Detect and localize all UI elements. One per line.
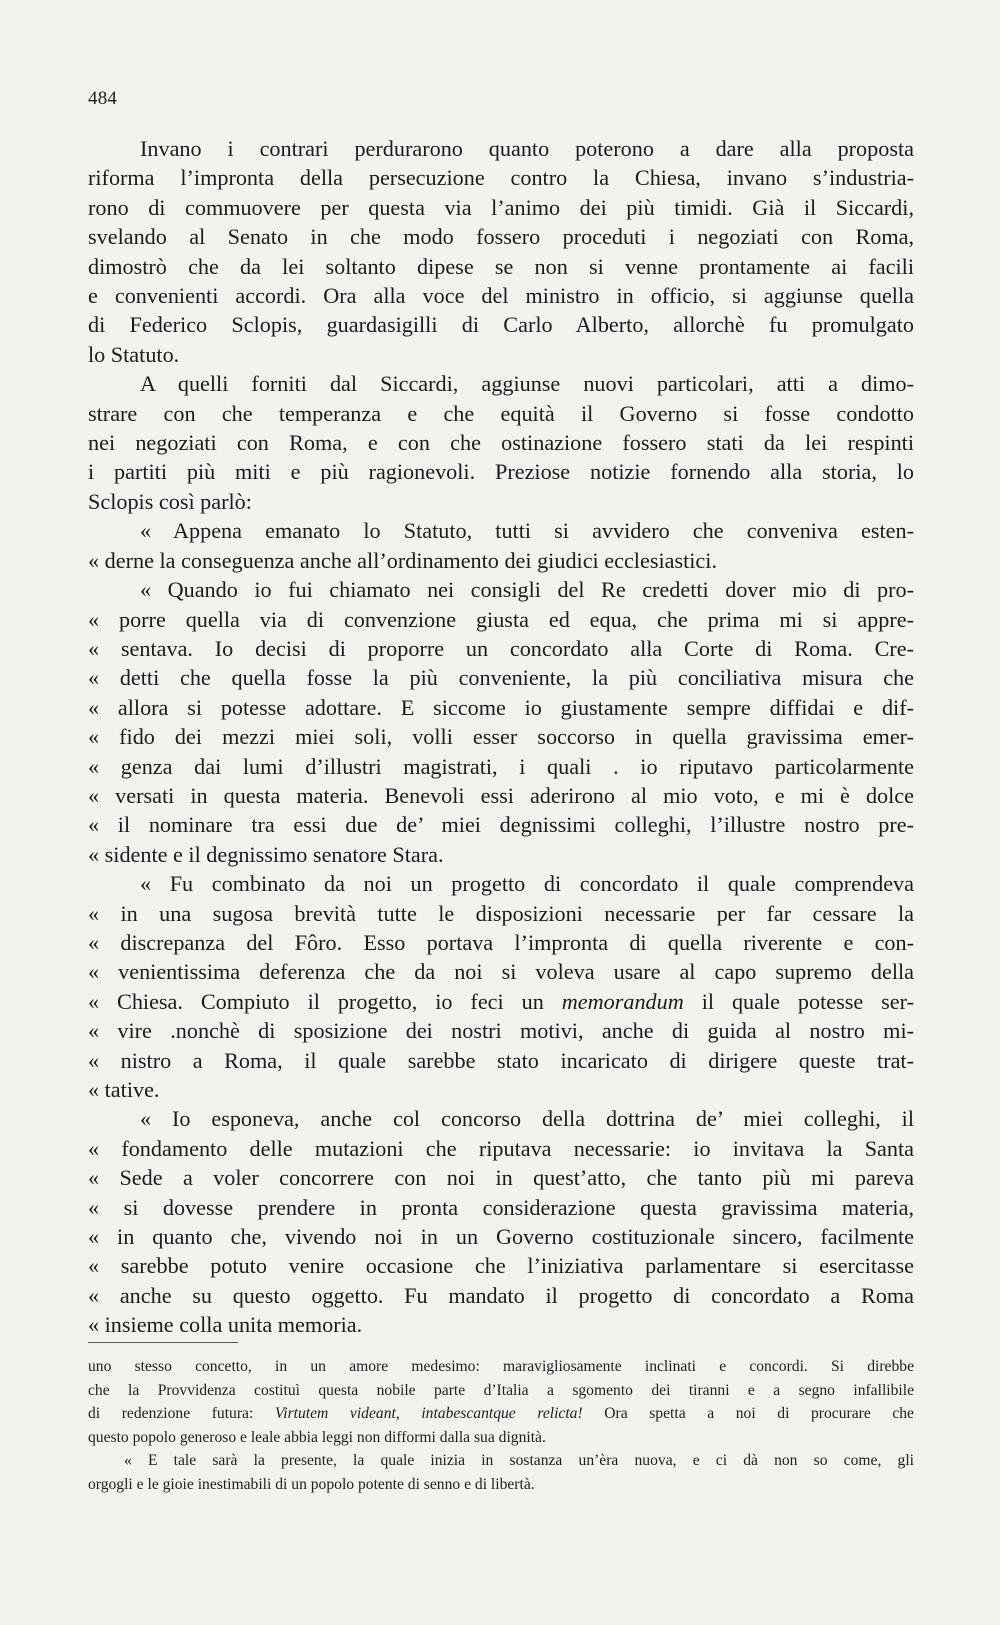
text-line: strare con che temperanza e che equità il Governo si fosse condotto [88, 400, 914, 426]
text-line: « insieme colla unita memoria. [88, 1312, 363, 1338]
text-line: riforma l’impronta della persecuzione contro la Chiesa, invano s’industria- [88, 165, 914, 191]
footnote-line: questo popolo generoso e leale abbia leggi non difformi dalla sua dignità. [88, 1428, 546, 1446]
text-line: « in quanto che, vivendo noi in un Governo costituzionale sincero, facilmente [88, 1224, 914, 1250]
text-line: nei negoziati con Roma, e con che ostinazione fossero stati da lei respinti [88, 430, 914, 456]
text-line: « in una sugosa brevità tutte le disposizioni necessarie per far cessare la [88, 900, 914, 926]
text-line: « il nominare tra essi due de’ miei degnissimi colleghi, l’illustre nostro pre- [88, 812, 914, 838]
page-number: 484 [88, 88, 118, 109]
italic-phrase: Virtutem videant, intabescantque relicta! [274, 1405, 583, 1423]
text-line: lo Statuto. [88, 341, 180, 367]
text-line: « porre quella via di convenzione giusta ed equa, che prima mi si appre- [88, 606, 914, 632]
text-line: « detti che quella fosse la più conveniente, la più conciliativa misura che [88, 665, 914, 691]
italic-phrase: memorandum [561, 988, 684, 1014]
text-line: Invano i contrari perdurarono quanto poterono a dare alla proposta [140, 136, 914, 161]
footnote-line: di redenzione futura: Virtutem videant, intabescantque relicta! Ora spetta a noi di procurare che [88, 1405, 914, 1423]
text-line: « Fu combinato da noi un progetto di concordato il quale comprendeva [140, 871, 914, 897]
text-line: svelando al Senato in che modo fossero proceduti i negoziati con Roma, [88, 224, 914, 250]
text-line: « Appena emanato lo Statuto, tutti si avvidero che conveniva esten- [140, 518, 914, 544]
footnote-separator [88, 1342, 238, 1343]
text-line: « si dovesse prendere in pronta considerazione questa gravissima materia, [88, 1194, 914, 1220]
text-line: « nistro a Roma, il quale sarebbe stato incaricato di dirigere queste trat- [88, 1047, 914, 1073]
text-line: « Chiesa. Compiuto il progetto, io feci un memorandum il quale potesse ser- [88, 988, 914, 1014]
text-line: « fido dei mezzi miei soli, volli esser soccorso in quella gravissima emer- [88, 724, 914, 750]
text-line: rono di commuovere per questa via l’animo dei più timidi. Già il Siccardi, [88, 194, 914, 220]
text-line: e convenienti accordi. Ora alla voce del ministro in officio, si aggiunse quella [88, 283, 914, 309]
main-text-block [88, 134, 914, 1340]
text-line: « anche su questo oggetto. Fu mandato il progetto di concordato a Roma [88, 1282, 914, 1308]
text-line: « sidente e il degnissimo senatore Stara. [88, 841, 444, 867]
text-line: dimostrò che da lei soltanto dipese se non si venne prontamente ai facili [88, 253, 914, 279]
text-line: di Federico Sclopis, guardasigilli di Carlo Alberto, allorchè fu promulgato [88, 312, 914, 338]
text-line: i partiti più miti e più ragionevoli. Preziose notizie fornendo alla storia, lo [88, 459, 914, 485]
text-line: Sclopis così parlò: [88, 488, 252, 514]
text-line: « discrepanza del Fôro. Esso portava l’impronta di quella riverente e con- [88, 929, 914, 955]
text-line: « Quando io fui chiamato nei consigli del Re credetti dover mio di pro- [140, 577, 914, 603]
footnote-line: che la Provvidenza costituì questa nobile parte d’Italia a sgomento dei tiranni e a segno infallibile [88, 1381, 914, 1399]
text-line: « Io esponeva, anche col concorso della dottrina de’ miei colleghi, il [140, 1106, 914, 1132]
text-line: « vire .nonchè di sposizione dei nostri motivi, anche di guida al nostro mi- [88, 1018, 914, 1044]
footnote-line: « E tale sarà la presente, la quale inizia in sostanza un’èra nuova, e ci dà non so come, gli [124, 1452, 914, 1470]
text-line: « tative. [88, 1077, 160, 1102]
text-line: A quelli forniti dal Siccardi, aggiunse nuovi particolari, atti a dimo- [140, 371, 914, 397]
text-line: « derne la conseguenza anche all’ordinamento dei giudici ecclesiastici. [88, 547, 717, 573]
text-line: « sarebbe potuto venire occasione che l’iniziativa parlamentare si esercitasse [88, 1253, 914, 1279]
footnote-block [88, 1355, 914, 1497]
text-line: « allora si potesse adottare. E siccome io giustamente sempre diffidai e dif- [88, 694, 914, 720]
text-line: « versati in questa materia. Benevoli essi aderirono al mio voto, e mi è dolce [88, 782, 914, 808]
footnote-line: uno stesso concetto, in un amore medesimo: maravigliosamente inclinati e concordi. Si direbbe [88, 1358, 914, 1375]
footnote-line: orgogli e le gioie inestimabili di un popolo potente di senno e di libertà. [88, 1475, 535, 1493]
text-line: « venientissima deferenza che da noi si voleva usare al capo supremo della [88, 959, 914, 985]
text-line: « Sede a voler concorrere con noi in quest’atto, che tanto più mi pareva [88, 1165, 914, 1191]
text-line: « fondamento delle mutazioni che riputava necessarie: io invitava la Santa [88, 1135, 914, 1161]
text-line: « sentava. Io decisi di proporre un concordato alla Corte di Roma. Cre- [88, 635, 914, 661]
text-line: « genza dai lumi d’illustri magistrati, i quali . io riputavo particolarmente [88, 753, 914, 779]
